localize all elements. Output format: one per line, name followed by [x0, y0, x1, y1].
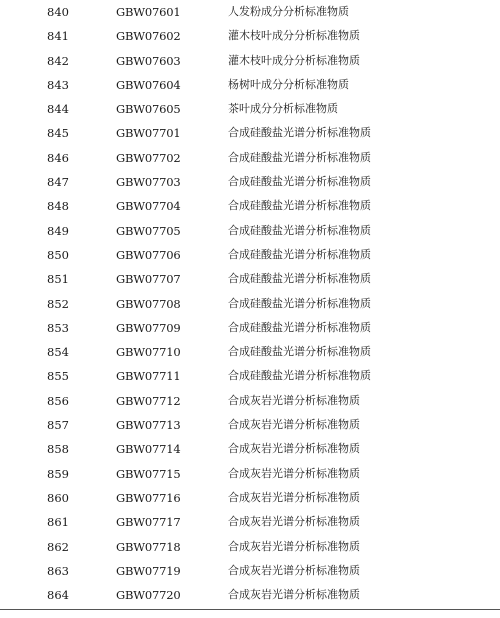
table-row: [0, 559, 500, 583]
material-code: GBW07719: [116, 563, 181, 578]
material-name: 合成硅酸盐光谱分析标准物质: [228, 175, 371, 189]
row-number: 847: [47, 175, 69, 190]
table-row: [0, 170, 500, 194]
material-code: GBW07718: [116, 539, 181, 554]
table-row: [0, 49, 500, 73]
material-name: 合成灰岩光谱分析标准物质: [228, 588, 360, 602]
material-code: GBW07720: [116, 588, 181, 603]
table-row: [0, 316, 500, 340]
table-row: [0, 364, 500, 388]
material-code: GBW07705: [116, 223, 181, 238]
table-row: [0, 389, 500, 413]
material-name: 合成灰岩光谱分析标准物质: [228, 418, 360, 432]
row-number: 862: [47, 539, 69, 554]
material-code: GBW07702: [116, 150, 181, 165]
material-name: 合成硅酸盐光谱分析标准物质: [228, 126, 371, 140]
row-number: 848: [47, 199, 69, 214]
table-row: [0, 24, 500, 48]
material-code: GBW07708: [116, 296, 181, 311]
material-code: GBW07704: [116, 199, 181, 214]
material-name: 合成硅酸盐光谱分析标准物质: [228, 247, 371, 261]
row-number: 859: [47, 466, 69, 481]
row-number: 860: [47, 490, 69, 505]
material-name: 合成硅酸盐光谱分析标准物质: [228, 272, 371, 286]
material-name: 合成硅酸盐光谱分析标准物质: [228, 223, 371, 237]
row-number: 840: [47, 5, 69, 19]
table-row: [0, 97, 500, 121]
material-code: GBW07703: [116, 175, 181, 190]
row-number: 864: [47, 588, 69, 603]
table-row: [0, 583, 500, 607]
table-row: [0, 121, 500, 145]
material-name: 茶叶成分分析标准物质: [228, 102, 338, 116]
material-code: GBW07707: [116, 272, 181, 287]
material-name: 人发粉成分分析标准物质: [228, 5, 349, 18]
material-name: 合成硅酸盐光谱分析标准物质: [228, 369, 371, 383]
material-name: 合成灰岩光谱分析标准物质: [228, 490, 360, 504]
row-number: 854: [47, 345, 69, 360]
material-name: 合成硅酸盐光谱分析标准物质: [228, 199, 371, 213]
material-code: GBW07713: [116, 418, 181, 433]
table-row: [0, 146, 500, 170]
material-code: GBW07601: [116, 5, 181, 19]
material-code: GBW07711: [116, 369, 181, 384]
row-number: 844: [47, 102, 69, 117]
table-row: [0, 267, 500, 291]
table-row: [0, 243, 500, 267]
row-number: 841: [47, 29, 69, 44]
table-row: [0, 486, 500, 510]
material-name: 杨树叶成分分析标准物质: [228, 77, 349, 91]
material-code: GBW07715: [116, 466, 181, 481]
table-row: [0, 510, 500, 534]
row-number: 858: [47, 442, 69, 457]
material-name: 灌木枝叶成分分析标准物质: [228, 29, 360, 43]
material-name: 合成硅酸盐光谱分析标准物质: [228, 150, 371, 164]
row-number: 843: [47, 77, 69, 92]
row-number: 856: [47, 393, 69, 408]
material-name: 合成灰岩光谱分析标准物质: [228, 563, 360, 577]
table-row: [0, 194, 500, 218]
material-code: GBW07709: [116, 320, 181, 335]
table-row: [0, 0, 500, 24]
material-name: 灌木枝叶成分分析标准物质: [228, 53, 360, 67]
row-number: 857: [47, 418, 69, 433]
row-number: 861: [47, 515, 69, 530]
material-name: 合成灰岩光谱分析标准物质: [228, 466, 360, 480]
row-number: 850: [47, 247, 69, 262]
material-code: GBW07717: [116, 515, 181, 530]
material-name: 合成硅酸盐光谱分析标准物质: [228, 320, 371, 334]
row-number: 842: [47, 53, 69, 68]
row-number: 851: [47, 272, 69, 287]
material-code: GBW07605: [116, 102, 181, 117]
row-number: 852: [47, 296, 69, 311]
material-code: GBW07701: [116, 126, 181, 141]
table-row: [0, 219, 500, 243]
material-code: GBW07603: [116, 53, 181, 68]
material-code: GBW07604: [116, 77, 181, 92]
row-number: 855: [47, 369, 69, 384]
material-name: 合成硅酸盐光谱分析标准物质: [228, 296, 371, 310]
row-number: 846: [47, 150, 69, 165]
material-name: 合成灰岩光谱分析标准物质: [228, 442, 360, 456]
row-number: 845: [47, 126, 69, 141]
table-row: [0, 73, 500, 97]
table-row: [0, 437, 500, 461]
table-row: [0, 292, 500, 316]
row-number: 853: [47, 320, 69, 335]
bottom-rule: [0, 609, 500, 610]
table-row: [0, 340, 500, 364]
table-row: [0, 535, 500, 559]
material-code: GBW07602: [116, 29, 181, 44]
material-code: GBW07712: [116, 393, 181, 408]
material-name: 合成灰岩光谱分析标准物质: [228, 515, 360, 529]
table-row: [0, 462, 500, 486]
material-code: GBW07706: [116, 247, 181, 262]
material-code: GBW07710: [116, 345, 181, 360]
material-name: 合成硅酸盐光谱分析标准物质: [228, 345, 371, 359]
material-name: 合成灰岩光谱分析标准物质: [228, 393, 360, 407]
material-code: GBW07714: [116, 442, 181, 457]
material-code: GBW07716: [116, 490, 181, 505]
row-number: 849: [47, 223, 69, 238]
material-name: 合成灰岩光谱分析标准物质: [228, 539, 360, 553]
table-row: [0, 413, 500, 437]
row-number: 863: [47, 563, 69, 578]
